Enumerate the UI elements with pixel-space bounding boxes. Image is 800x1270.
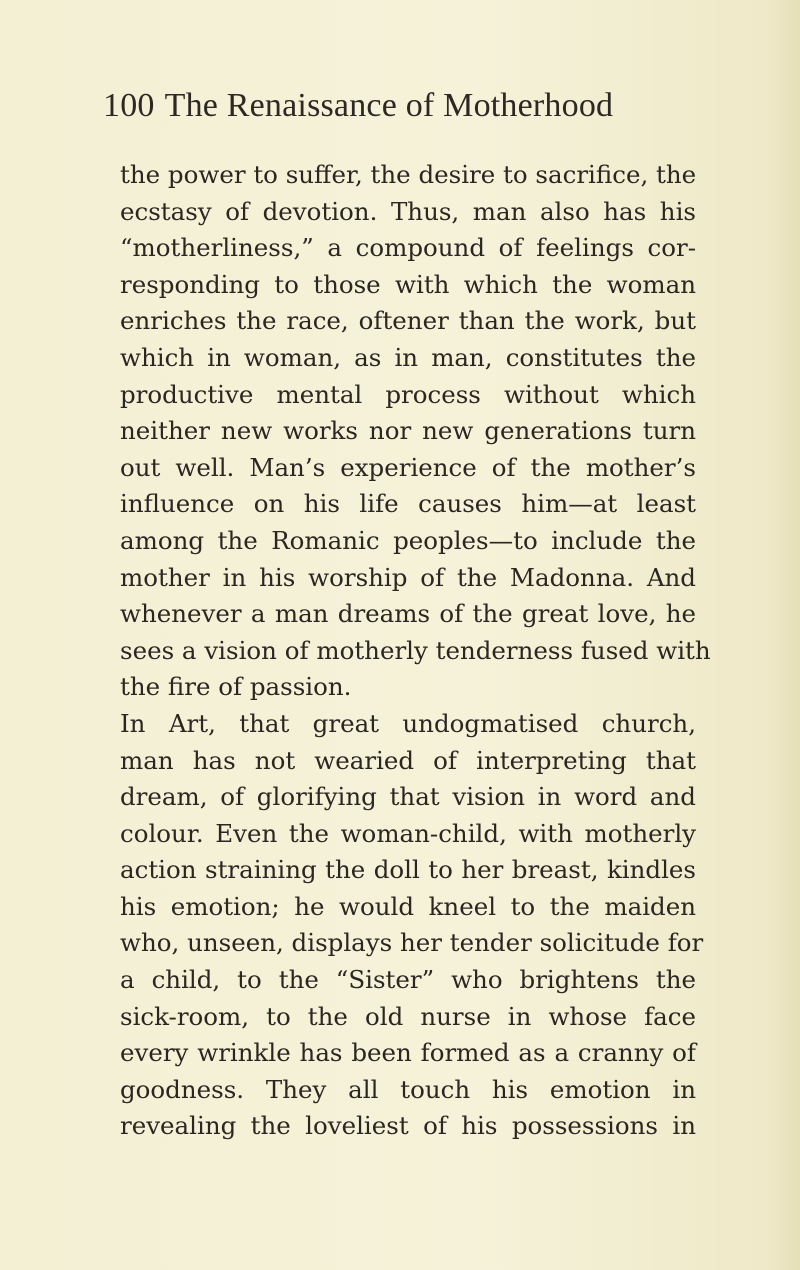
- text-line: whenever a man dreams of the great love, he: [120, 599, 696, 629]
- text-line: the power to suffer, the desire to sacrifice, the: [120, 160, 697, 189]
- running-head: [103, 86, 613, 126]
- text-line: In Art, that great undogmatised church,: [120, 708, 696, 738]
- text-line: out well. Man’s experience of the mother’s: [120, 452, 696, 482]
- text-line: which in woman, as in man, constitutes the: [120, 342, 696, 372]
- text-line: goodness. They all touch his emotion in: [120, 1074, 696, 1104]
- text-line: a child, to the “Sister” who brightens the: [120, 965, 696, 995]
- page-number: 100: [103, 87, 155, 124]
- text-line: sick-room, to the old nurse in whose face: [120, 1001, 696, 1031]
- text-line: every wrinkle has been formed as a cranny of: [120, 1038, 696, 1068]
- text-line: action straining the doll to her breast, kindles: [120, 855, 696, 885]
- text-line: neither new works nor new generations turn: [120, 416, 696, 446]
- text-line: the fire of passion.: [120, 672, 352, 702]
- body-text: [120, 157, 711, 1145]
- running-title: The Renaissance of Motherhood: [164, 87, 614, 124]
- text-line: dream, of glorifying that vision in word and: [120, 782, 696, 812]
- text-line: man has not wearied of interpreting that: [120, 745, 696, 775]
- text-line: “motherliness,” a compound of feelings cor-: [120, 233, 696, 263]
- text-line: his emotion; he would kneel to the maiden: [120, 891, 696, 921]
- text-line: ecstasy of devotion. Thus, man also has his: [120, 196, 696, 226]
- text-line: who, unseen, displays her tender solicitude for: [120, 928, 704, 958]
- text-line: productive mental process without which: [120, 379, 696, 409]
- text-line: responding to those with which the woman: [120, 269, 696, 299]
- text-line: mother in his worship of the Madonna. And: [120, 562, 696, 592]
- text-line: enriches the race, oftener than the work, but: [120, 306, 696, 336]
- text-line: sees a vision of motherly tenderness fused with: [120, 635, 711, 665]
- text-line: revealing the loveliest of his possessions in: [120, 1111, 696, 1141]
- text-line: colour. Even the woman-child, with motherly: [120, 818, 696, 848]
- text-line: among the Romanic peoples—to include the: [120, 525, 696, 555]
- text-line: influence on his life causes him—at least: [120, 489, 696, 519]
